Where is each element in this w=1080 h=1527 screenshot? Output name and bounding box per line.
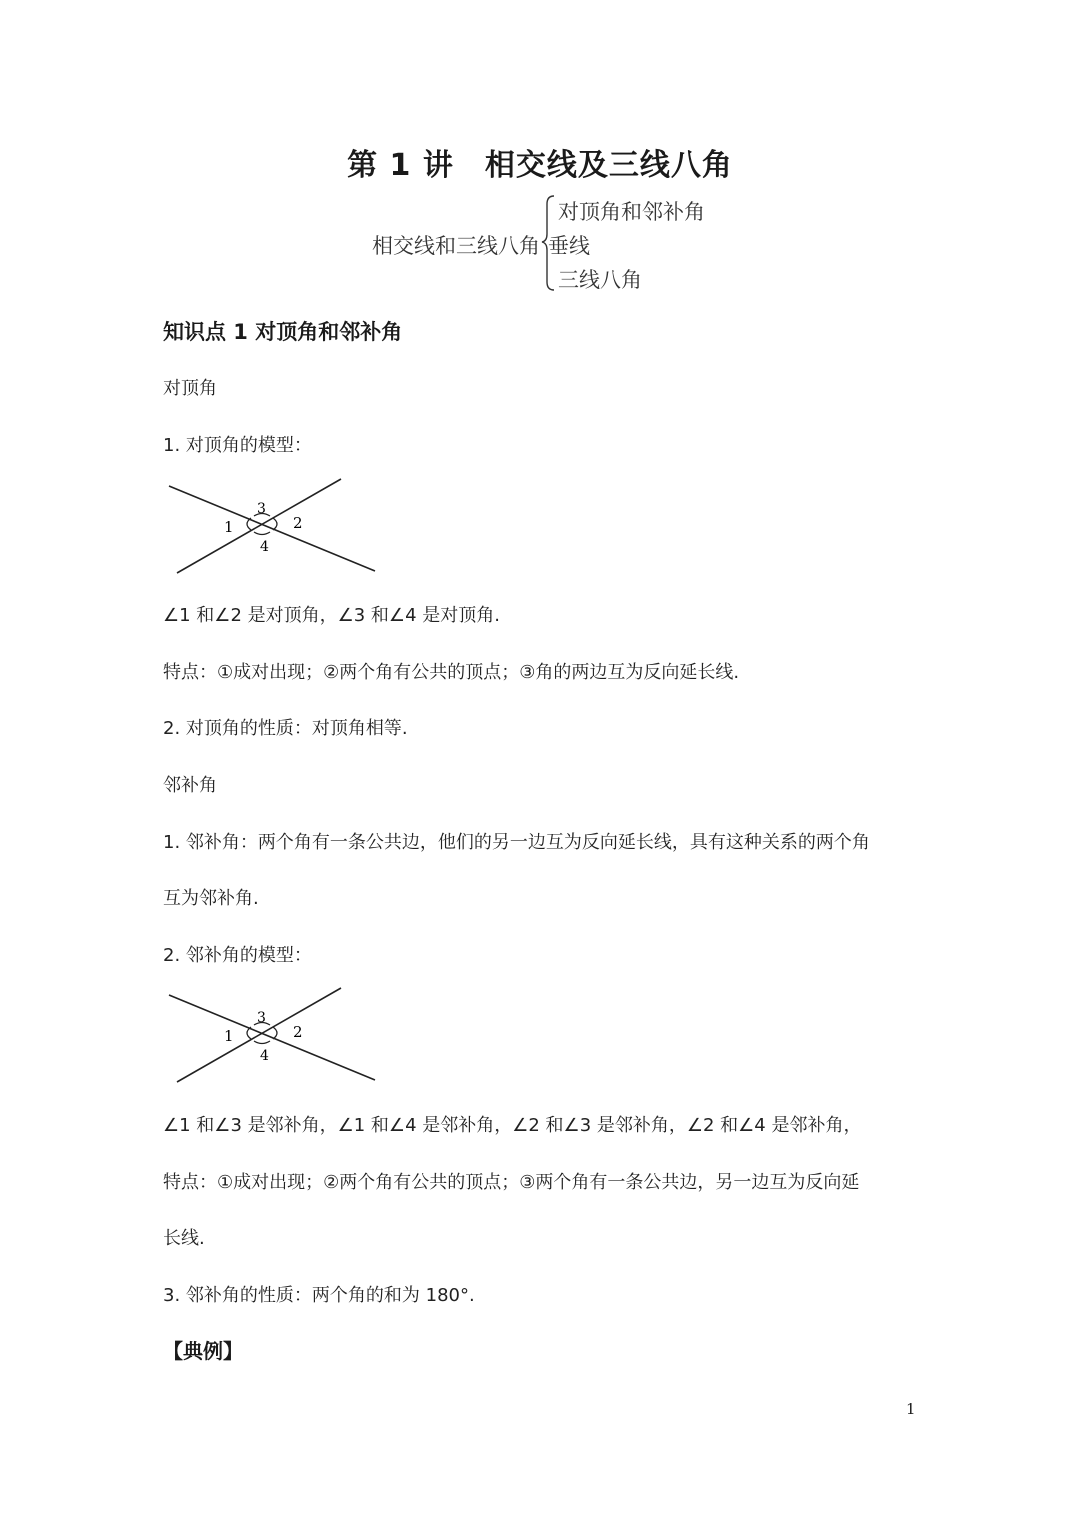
page-number: 1 — [906, 1400, 916, 1418]
adjacent-features-line1: 特点：①成对出现；②两个角有公共的顶点；③两个角有一条公共边，另一边互为反向延 — [163, 1172, 860, 1193]
adjacent-property: 3. 邻补角的性质：两个角的和为 180°. — [163, 1285, 475, 1306]
angle-label-3: 3 — [257, 501, 266, 517]
subtitle-vertical-angles: 对顶角 — [163, 378, 217, 399]
vertical-model-label: 1. 对顶角的模型： — [163, 435, 312, 456]
vertical-features: 特点：①成对出现；②两个角有公共的顶点；③角的两边互为反向延长线. — [163, 662, 740, 683]
adjacent-pairs: ∠1 和∠3 是邻补角，∠1 和∠4 是邻补角，∠2 和∠3 是邻补角，∠2 和∠4 是邻补角， — [163, 1115, 862, 1136]
outline-branch-2: 垂线 — [548, 234, 590, 258]
angle-arc-4 — [254, 532, 270, 535]
example-heading: 【典例】 — [163, 1339, 243, 1363]
vertical-pairs: ∠1 和∠2 是对顶角，∠3 和∠4 是对顶角. — [163, 605, 500, 626]
line-b — [177, 479, 341, 573]
angle-label-1: 1 — [224, 518, 234, 536]
angle-label-1: 1 — [224, 1027, 234, 1045]
line-a — [169, 995, 375, 1080]
angle-label-2: 2 — [293, 514, 303, 532]
line-b — [177, 988, 341, 1082]
adjacent-model-label: 2. 邻补角的模型： — [163, 945, 312, 966]
section-heading: 知识点 1 对顶角和邻补角 — [163, 320, 403, 344]
angle-arc-4 — [254, 1041, 270, 1044]
angle-arc-2 — [273, 1027, 277, 1039]
page-title: 第 1 讲 相交线及三线八角 — [347, 148, 733, 183]
outline-root: 相交线和三线八角 — [372, 234, 540, 258]
adjacent-angles-figure — [163, 985, 383, 1085]
adjacent-definition-line2: 互为邻补角. — [163, 888, 259, 909]
angle-label-4: 4 — [260, 1048, 269, 1064]
angle-label-3: 3 — [257, 1010, 266, 1026]
angle-label-4: 4 — [260, 539, 269, 555]
adjacent-definition-line1: 1. 邻补角：两个角有一条公共边，他们的另一边互为反向延长线，具有这种关系的两个角 — [163, 832, 870, 853]
line-a — [169, 486, 375, 571]
vertical-angles-figure — [163, 476, 383, 576]
vertical-property: 2. 对顶角的性质：对顶角相等. — [163, 718, 408, 739]
outline-branch-3: 三线八角 — [558, 268, 642, 292]
subtitle-adjacent-angles: 邻补角 — [163, 775, 217, 796]
angle-arc-2 — [273, 518, 277, 530]
outline-branch-1: 对顶角和邻补角 — [558, 200, 705, 224]
concept-outline — [0, 190, 1080, 300]
adjacent-features-line2: 长线. — [163, 1228, 205, 1249]
angle-label-2: 2 — [293, 1023, 303, 1041]
